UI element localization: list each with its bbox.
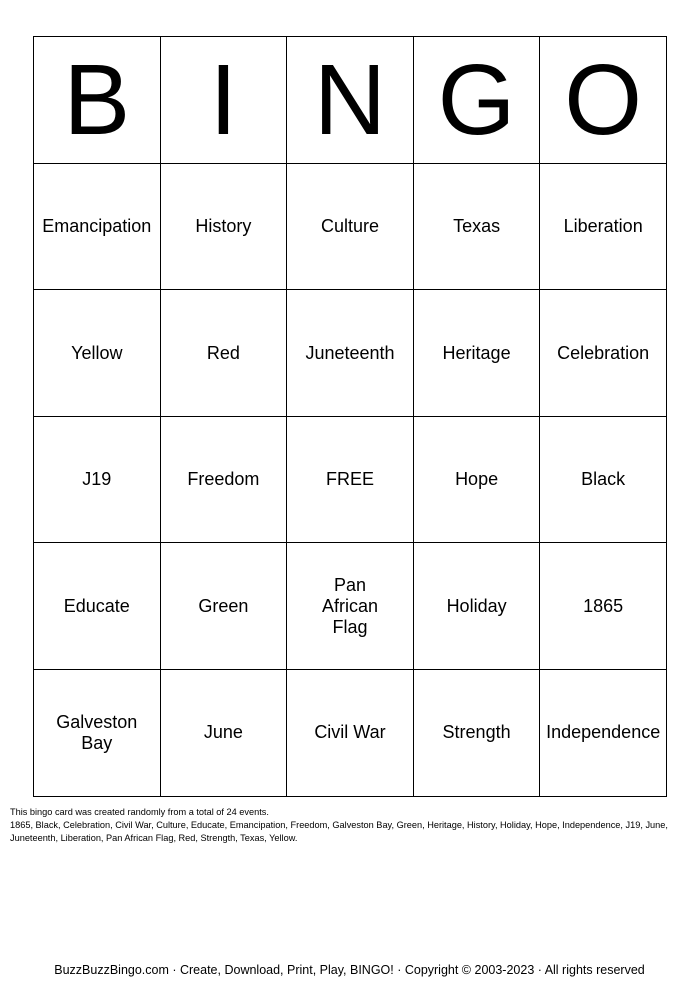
bingo-cell: Educate <box>34 543 161 670</box>
bingo-cell: Culture <box>287 164 414 291</box>
bingo-cell: Freedom <box>161 417 288 544</box>
bingo-cell: Juneteenth <box>287 290 414 417</box>
footer-copyright: BuzzBuzzBingo.com · Create, Download, Print, Play, BINGO! · Copyright © 2003-2023 · All rights reserved <box>54 963 645 977</box>
bingo-cell: Texas <box>414 164 541 291</box>
header-letter-n: N <box>287 37 414 164</box>
bingo-cell: Pan African Flag <box>287 543 414 670</box>
word-list: 1865, Black, Celebration, Civil War, Culture, Educate, Emancipation, Freedom, Galveston Bay, Green, Heritage, History, Holiday, Hope, Independence, J19, June, Juneteenth, Liberation, Pan African Flag, Red, Strength, Texas, Yellow. <box>10 820 668 843</box>
card-info-note <box>10 806 690 845</box>
bingo-cell: Heritage <box>414 290 541 417</box>
bingo-free-cell: FREE <box>287 417 414 544</box>
bingo-cell: Emancipation <box>34 164 161 291</box>
bingo-cell: Black <box>540 417 667 544</box>
bingo-cell: 1865 <box>540 543 667 670</box>
header-letter-g: G <box>414 37 541 164</box>
header-letter-o: O <box>540 37 667 164</box>
bingo-cell: Red <box>161 290 288 417</box>
bingo-cell: Liberation <box>540 164 667 291</box>
bingo-cell: Civil War <box>287 670 414 797</box>
bingo-cell: History <box>161 164 288 291</box>
bingo-cell: June <box>161 670 288 797</box>
card-info-line: This bingo card was created randomly from a total of 24 events. <box>10 807 269 817</box>
bingo-cell: Holiday <box>414 543 541 670</box>
bingo-card <box>33 36 667 797</box>
bingo-cell: Hope <box>414 417 541 544</box>
bingo-cell: Yellow <box>34 290 161 417</box>
bingo-cell: Green <box>161 543 288 670</box>
bingo-cell: Celebration <box>540 290 667 417</box>
bingo-cell: Galveston Bay <box>34 670 161 797</box>
header-letter-i: I <box>161 37 288 164</box>
bingo-cell: Independence <box>540 670 667 797</box>
bingo-cell: J19 <box>34 417 161 544</box>
header-letter-b: B <box>34 37 161 164</box>
bingo-cell: Strength <box>414 670 541 797</box>
